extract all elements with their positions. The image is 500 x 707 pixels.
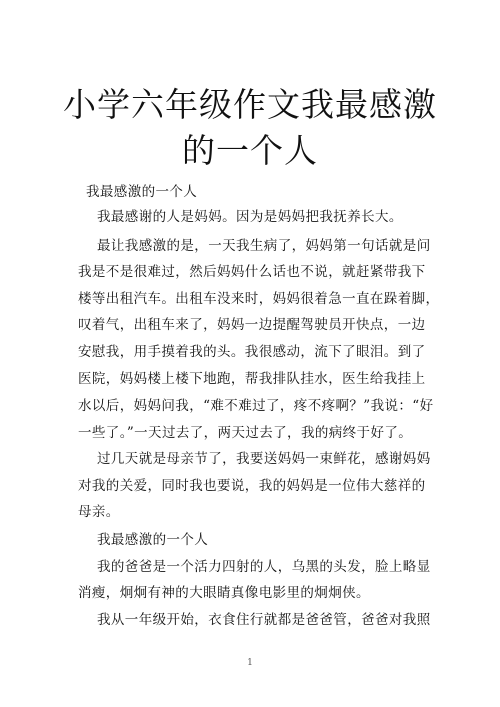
- paragraph-line: 楼等出租汽车。出租车没来时，妈妈很着急一直在跺着脚，: [78, 291, 440, 307]
- title-line-1: 小学六年级作文我最感激: [63, 85, 437, 124]
- paragraph-line: 我的爸爸是一个活力四射的人，乌黑的头发，脸上略显: [97, 559, 431, 575]
- paragraph-line: 一些了。”一天过去了，两天过去了，我的病终于好了。: [78, 425, 413, 441]
- paragraph-line: 我从一年级开始，衣食住行就都是爸爸管，爸爸对我照: [97, 612, 431, 628]
- title-line-2: 的一个人: [182, 131, 318, 170]
- paragraph-line: 医院，妈妈楼上楼下地跑，帮我排队挂水，医生给我挂上: [78, 371, 426, 387]
- paragraph-line: 最让我感激的是，一天我生病了，妈妈第一句话就是问: [97, 238, 431, 254]
- paragraph-line: 安慰我，用手摸着我的头。我很感动，流下了眼泪。到了: [78, 344, 426, 360]
- paragraph-line: 我是不是很难过，然后妈妈什么话也不说，就赶紧带我下: [78, 264, 426, 280]
- paragraph-line: 消瘦，炯炯有神的大眼睛真像电影里的炯炯侠。: [78, 585, 370, 601]
- paragraph-line: 水以后，妈妈问我，“难不难过了，疼不疼啊？”我说：“好: [78, 398, 434, 414]
- paragraph-line: 对我的关爱，同时我也要说，我的妈妈是一位伟大慈祥的: [78, 478, 426, 494]
- page-number: 1: [247, 658, 253, 668]
- section-heading-2: 我最感激的一个人: [97, 532, 209, 548]
- paragraph-line: 叹着气，出租车来了，妈妈一边提醒驾驶员开快点，一边: [78, 317, 426, 333]
- paragraph-line: 我最感谢的人是妈妈。因为是妈妈把我抚养长大。: [97, 209, 403, 225]
- section-heading-1: 我最感激的一个人: [86, 184, 198, 200]
- paragraph-line: 过几天就是母亲节了，我要送妈妈一束鲜花，感谢妈妈: [97, 451, 431, 467]
- paragraph-line: 母亲。: [78, 504, 120, 520]
